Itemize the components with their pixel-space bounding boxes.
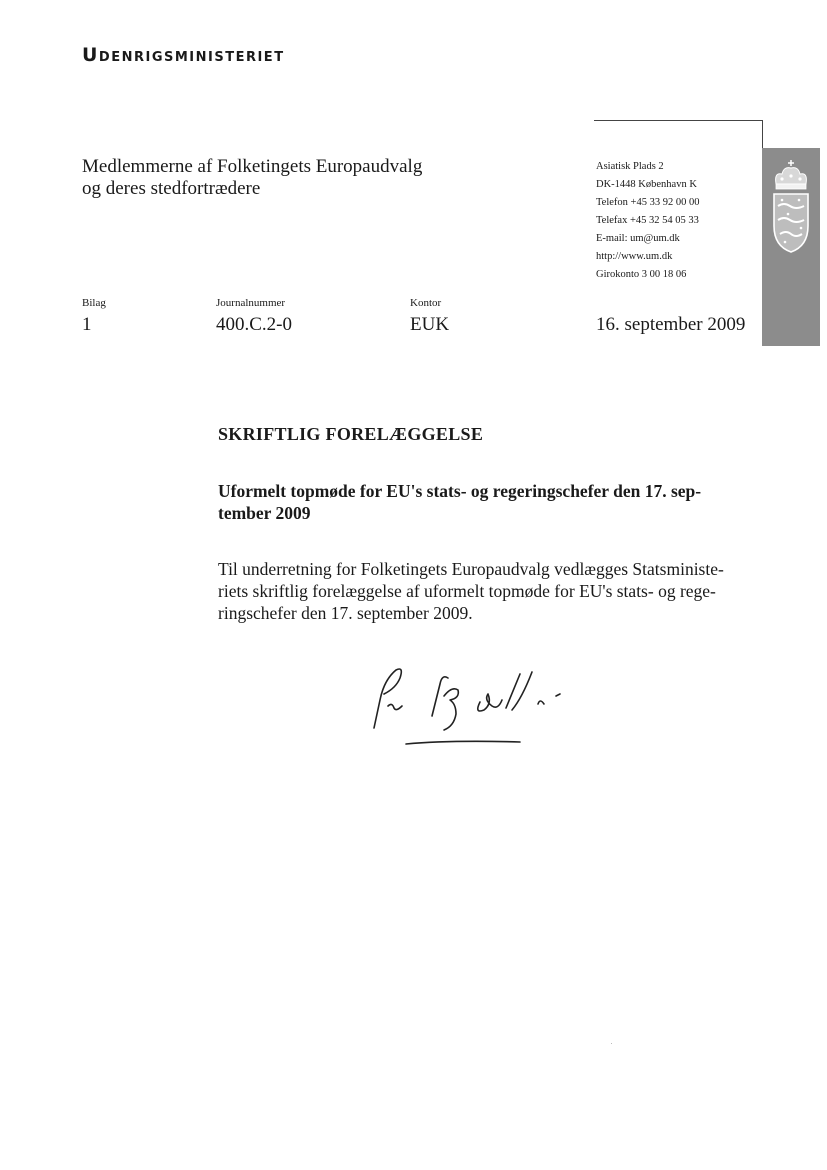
body-paragraph — [218, 558, 743, 624]
address-email[interactable]: E-mail: um@um.dk — [596, 233, 680, 244]
address-fax: Telefax +45 32 54 05 33 — [596, 215, 699, 226]
kontor-value: EUK — [410, 314, 450, 335]
address-street: Asiatisk Plads 2 — [596, 161, 664, 172]
address-rule-top — [594, 120, 762, 121]
recipient-line-1: Medlemmerne af Folketingets Europaudvalg — [82, 156, 423, 177]
subject-line-1: Uformelt topmøde for EU's stats- og regeringschefer den 17. sep- — [218, 481, 702, 501]
body-line-2: riets skriftlig forelæggelse af uformelt topmøde for EU's stats- og rege- — [218, 581, 716, 601]
scan-speck — [611, 1043, 612, 1044]
kontor-label: Kontor — [410, 297, 442, 309]
address-giro: Girokonto 3 00 18 06 — [596, 269, 687, 280]
crest-band — [762, 148, 820, 346]
recipient-line-2: og deres stedfortrædere — [82, 178, 261, 199]
address-phone: Telefon +45 33 92 00 00 — [596, 197, 700, 208]
document-heading: SKRIFTLIG FORELÆGGELSE — [218, 424, 484, 444]
signature — [360, 660, 580, 760]
address-city: DK-1448 København K — [596, 179, 697, 190]
body-line-1: Til underretning for Folketingets Europaudvalg vedlægges Statsministe- — [218, 559, 724, 579]
address-rule-side — [762, 120, 763, 148]
address-web[interactable]: http://www.um.dk — [596, 251, 673, 262]
journal-value: 400.C.2-0 — [216, 314, 292, 335]
bilag-label: Bilag — [82, 297, 106, 309]
body-line-3: ringschefer den 17. september 2009. — [218, 603, 473, 623]
ministry-name: Udenrigsministeriet — [82, 44, 285, 66]
recipient-block — [82, 156, 422, 200]
subject-line-2: tember 2009 — [218, 503, 311, 523]
bilag-value: 1 — [82, 314, 92, 335]
address-block — [596, 158, 699, 284]
danish-coat-of-arms-icon — [768, 158, 814, 256]
letter-date: 16. september 2009 — [596, 314, 746, 335]
journal-label: Journalnummer — [216, 297, 286, 309]
subject-heading — [218, 480, 738, 524]
